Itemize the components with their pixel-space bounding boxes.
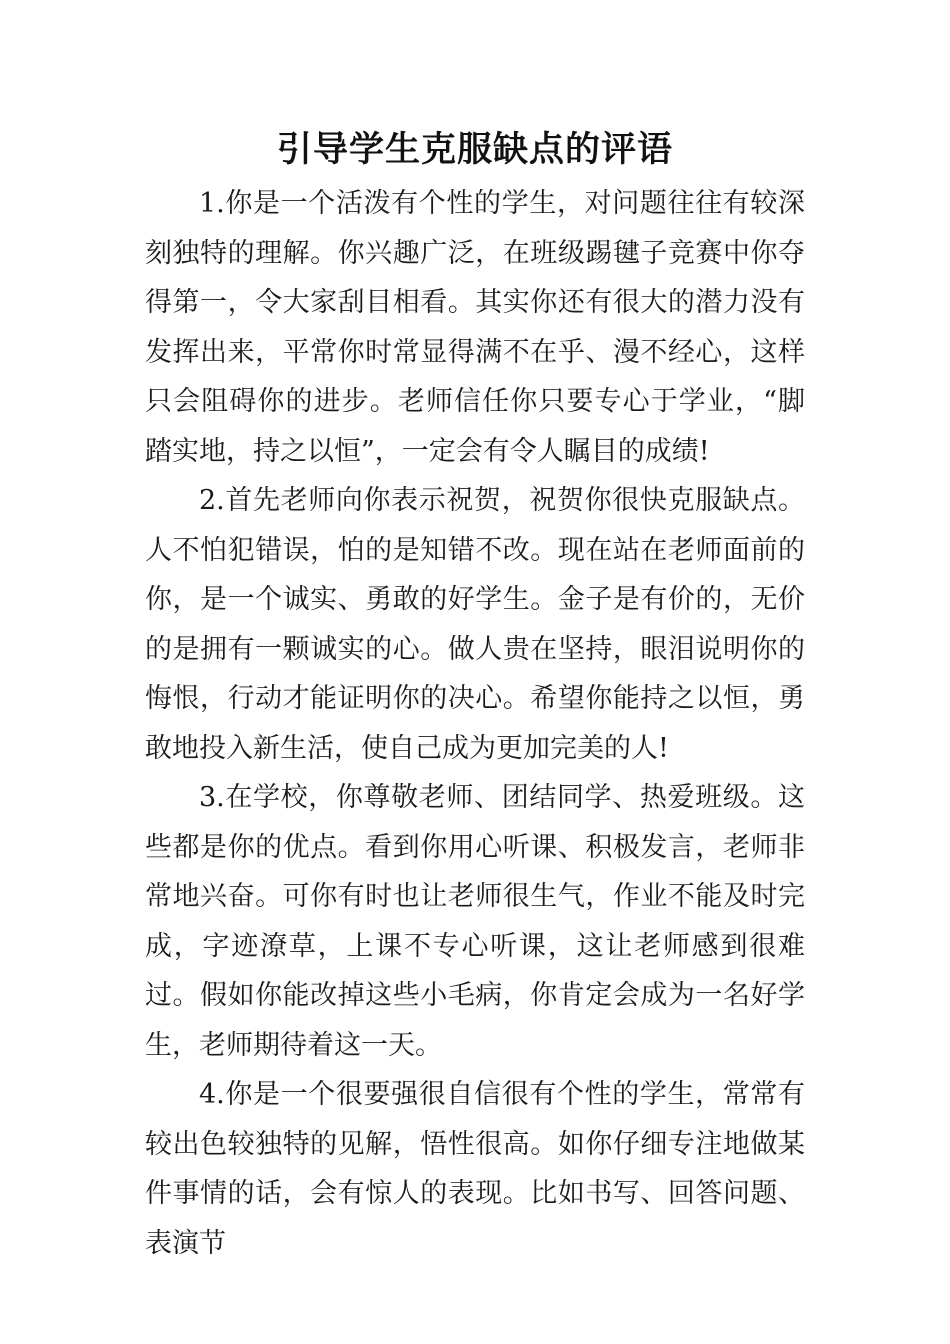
- document-body: [145, 179, 805, 1268]
- paragraph-2: 2.首先老师向你表示祝贺，祝贺你很快克服缺点。人不怕犯错误，怕的是知错不改。现在站在老师面前的你，是一个诚实、勇敢的好学生。金子是有价的，无价的是拥有一颗诚实的心。做人贵在坚持，眼泪说明你的悔恨，行动才能证明你的决心。希望你能持之以恒，勇敢地投入新生活，使自己成为更加完美的人!: [145, 485, 805, 764]
- paragraph-4: 4.你是一个很要强很自信很有个性的学生，常常有较出色较独特的见解，悟性很高。如你仔细专注地做某件事情的话，会有惊人的表现。比如书写、回答问题、表演节: [145, 1079, 805, 1259]
- paragraph-1: 1.你是一个活泼有个性的学生，对问题往往有较深刻独特的理解。你兴趣广泛，在班级踢毽子竞赛中你夺得第一，令大家刮目相看。其实你还有很大的潜力没有发挥出来，平常你时常显得满不在乎、漫不经心，这样只会阻碍你的进步。老师信任你只要专心于学业，“脚踏实地，持之以恒”，一定会有令人瞩目的成绩!: [145, 188, 805, 467]
- document-title: 引导学生克服缺点的评语: [276, 130, 673, 170]
- paragraph-3: 3.在学校，你尊敬老师、团结同学、热爱班级。这些都是你的优点。看到你用心听课、积极发言，老师非常地兴奋。可你有时也让老师很生气，作业不能及时完成，字迹潦草，上课不专心听课，这让老师感到很难过。假如你能改掉这些小毛病，你肯定会成为一名好学生，老师期待着这一天。: [145, 782, 805, 1061]
